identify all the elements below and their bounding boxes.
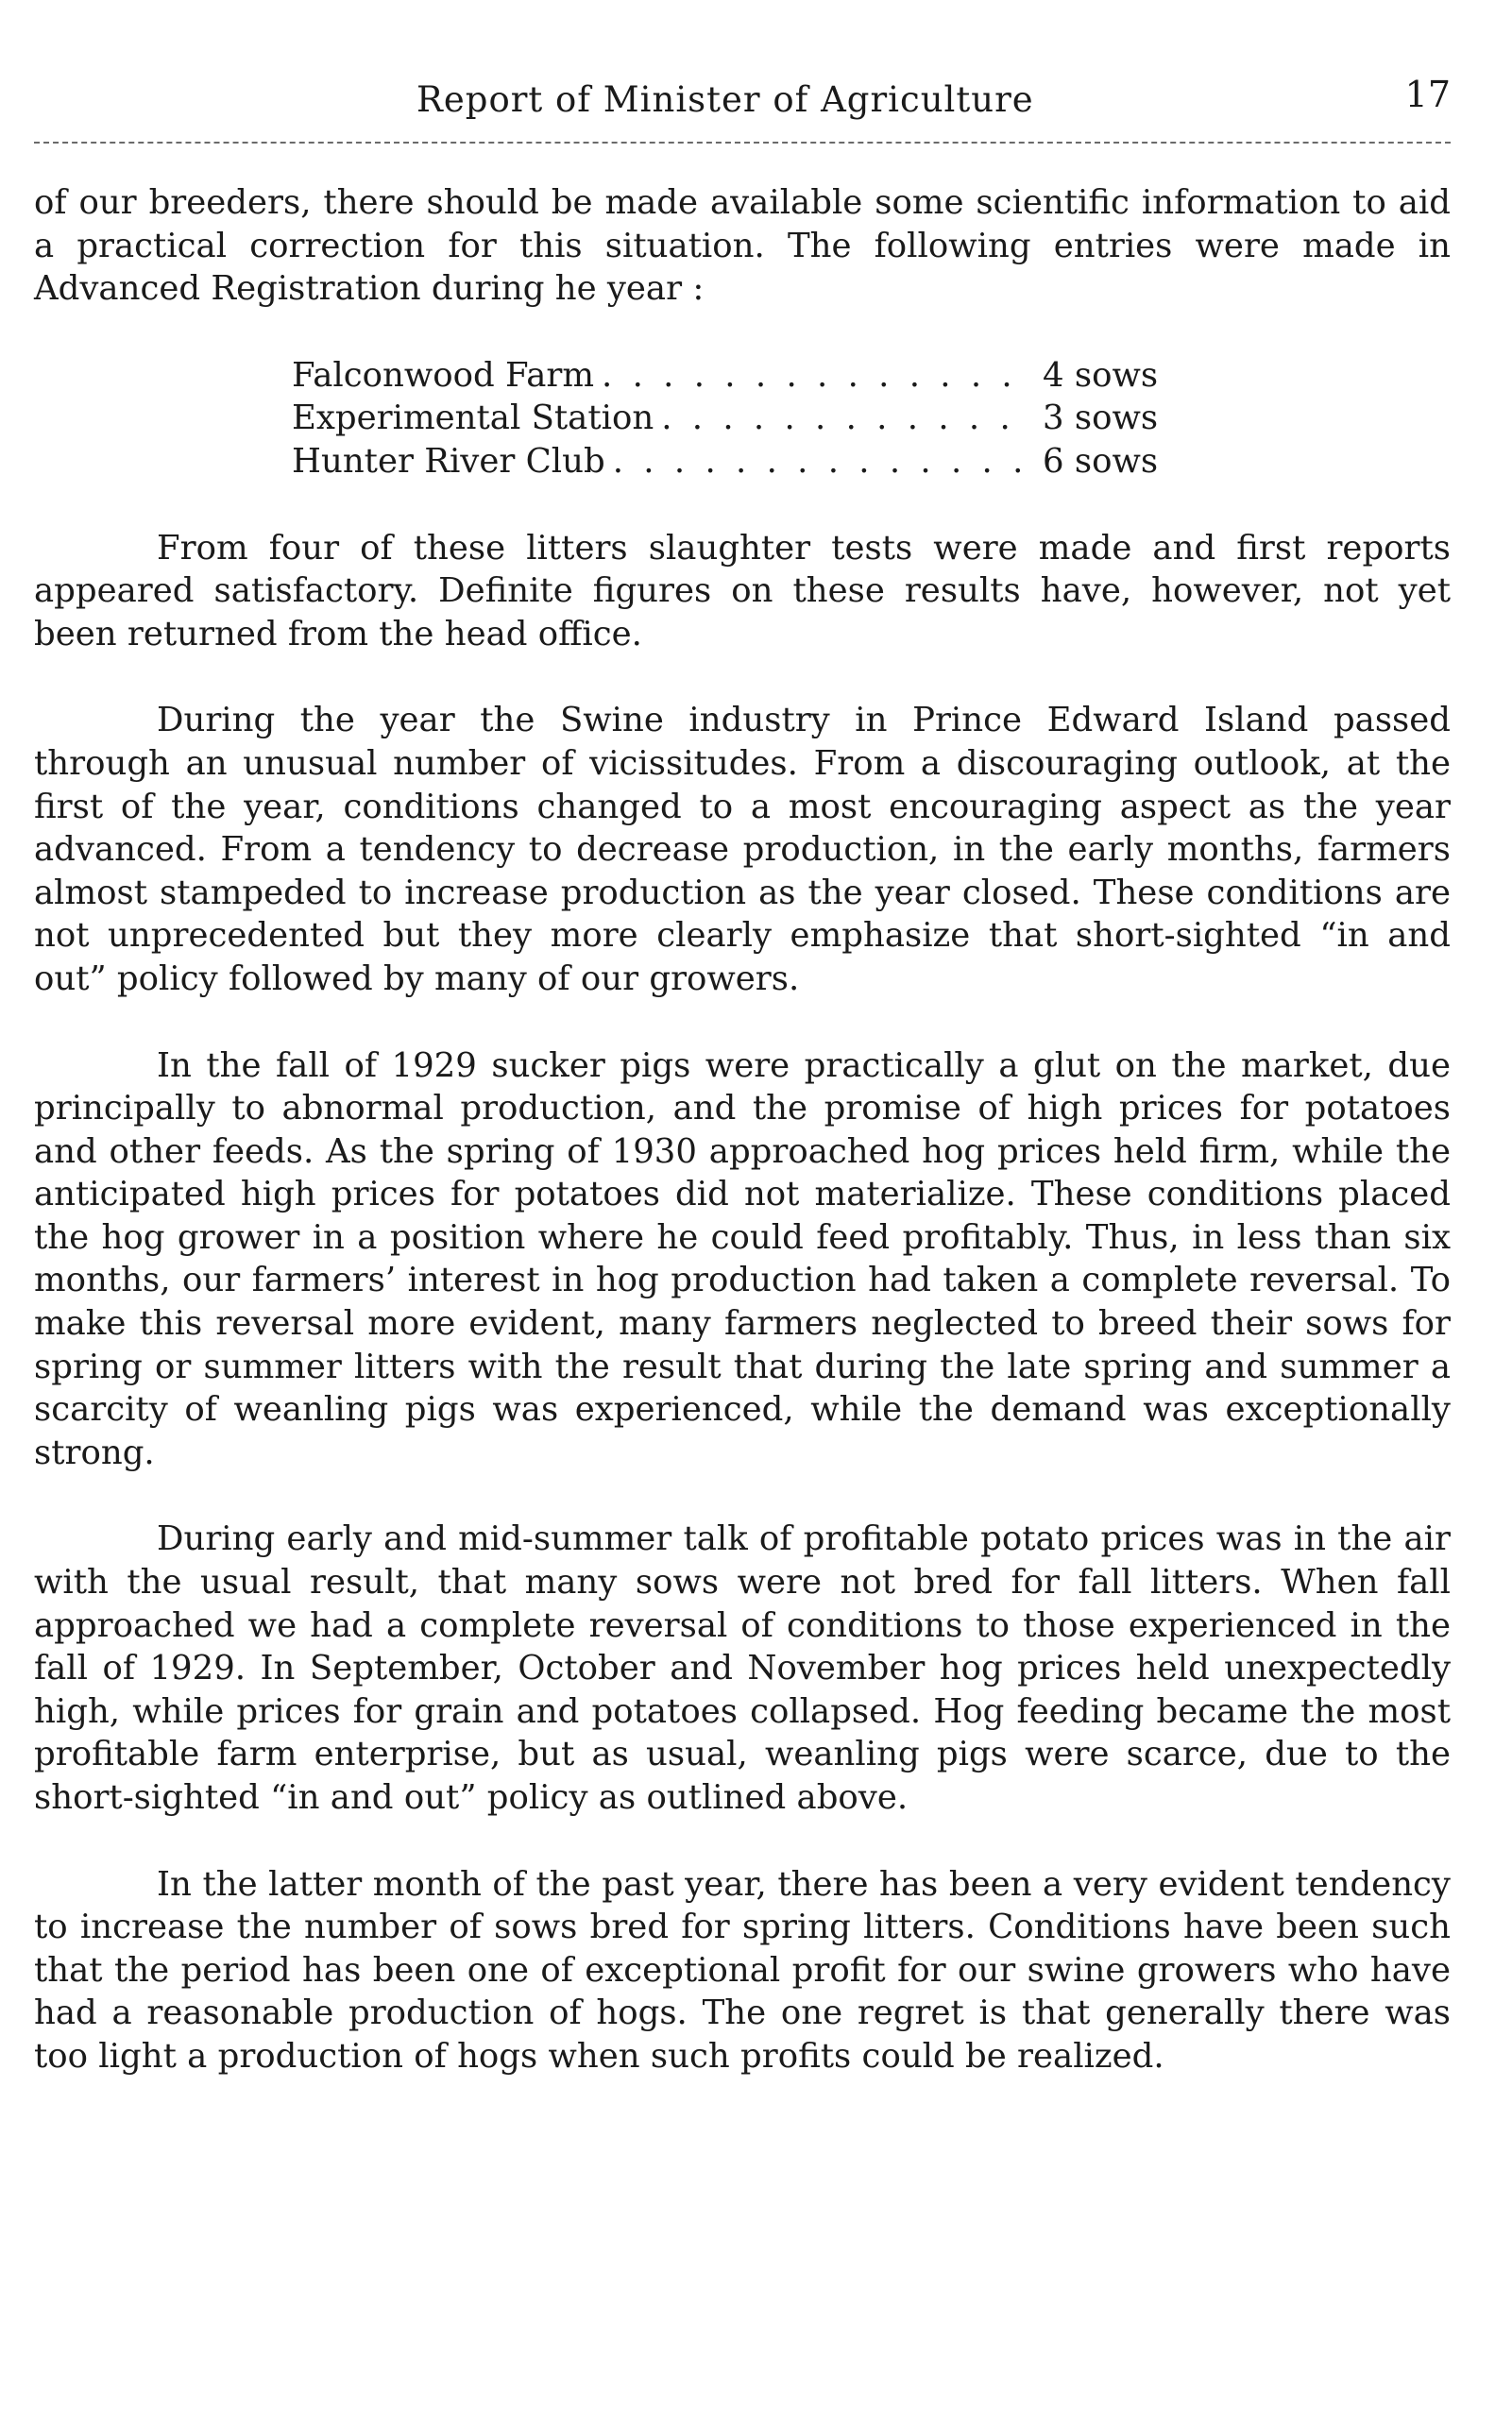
intro-paragraph: of our breeders, there should be made available some scientific information to aid a practical correction for this situation. The following entries were made in Advanced Registration during he year : <box>34 183 1451 309</box>
paragraph-swine-industry: During the year the Swine industry in Prince Edward Island passed through an unusual number of vicissitudes. From a discouraging outlook, at the first of the year, conditions changed to a most encouraging aspect as the year advanced. From a tendency to decrease production, in the early months, farmers almost stampeded to increase production as the year closed. These conditions are not unprecedented but they more clearly emphasize that short-sighted “in and out” policy followed by many of our growers. <box>34 701 1451 998</box>
entry-count: 3 sows <box>1043 399 1159 438</box>
entry-row <box>292 440 1194 483</box>
running-title: Report of Minister of Agriculture <box>416 79 1034 120</box>
dot-leader <box>602 354 1026 398</box>
paragraph-slaughter-tests: From four of these litters slaughter tests were made and first reports appeared satisfactory. Definite figures on these results have, however, not yet been returned from the head office. <box>34 528 1451 653</box>
page-number: 17 <box>1404 74 1451 115</box>
paragraph-summer-prices: During early and mid-summer talk of profitable potato prices was in the air with the usual result, that many sows were not bred for fall litters. When fall approached we had a complete reversal of conditions to those experienced in the fall of 1929. In September, October and November hog prices held unexpectedly high, while prices for grain and potatoes collapsed. Hog feeding became the most profitable farm enterprise, but as usual, weanling pigs were scarce, due to the short-sighted “in and out” policy as outlined above. <box>34 1519 1451 1817</box>
dot-leader <box>661 397 1026 440</box>
entry-row <box>292 397 1194 440</box>
entry-count: 4 sows <box>1043 355 1159 395</box>
body-text <box>34 181 1451 2078</box>
dot-leader <box>613 440 1026 483</box>
entry-name: Hunter River Club <box>292 441 605 481</box>
registration-entries <box>292 354 1194 483</box>
entry-row <box>292 354 1194 398</box>
entry-name: Falconwood Farm <box>292 355 595 395</box>
header-rule <box>34 142 1451 144</box>
page-header <box>34 74 1451 130</box>
paragraph-fall-1929: In the fall of 1929 sucker pigs were practically a glut on the market, due principally to abnormal production, and the promise of high prices for potatoes and other feeds. As the spring of 1930 approached hog prices held firm, while the anticipated high prices for potatoes did not materialize. These conditions placed the hog grower in a position where he could feed profitably. Thus, in less than six months, our farmers’ interest in hog production had taken a complete reversal. To make this reversal more evident, many farmers neglected to breed their sows for spring or summer litters with the result that during the late spring and summer a scarcity of weanling pigs was experienced, while the demand was exceptionally strong. <box>34 1045 1451 1472</box>
entry-name: Experimental Station <box>292 399 654 438</box>
entry-count: 6 sows <box>1043 441 1159 481</box>
paragraph-latter-month: In the latter month of the past year, there has been a very evident tendency to increase the number of sows bred for spring litters. Conditions have been such that the period has been one of exceptional profit for our swine growers who have had a reasonable production of hogs. The one regret is that generally there was too light a production of hogs when such profits could be realized. <box>34 1864 1451 2076</box>
